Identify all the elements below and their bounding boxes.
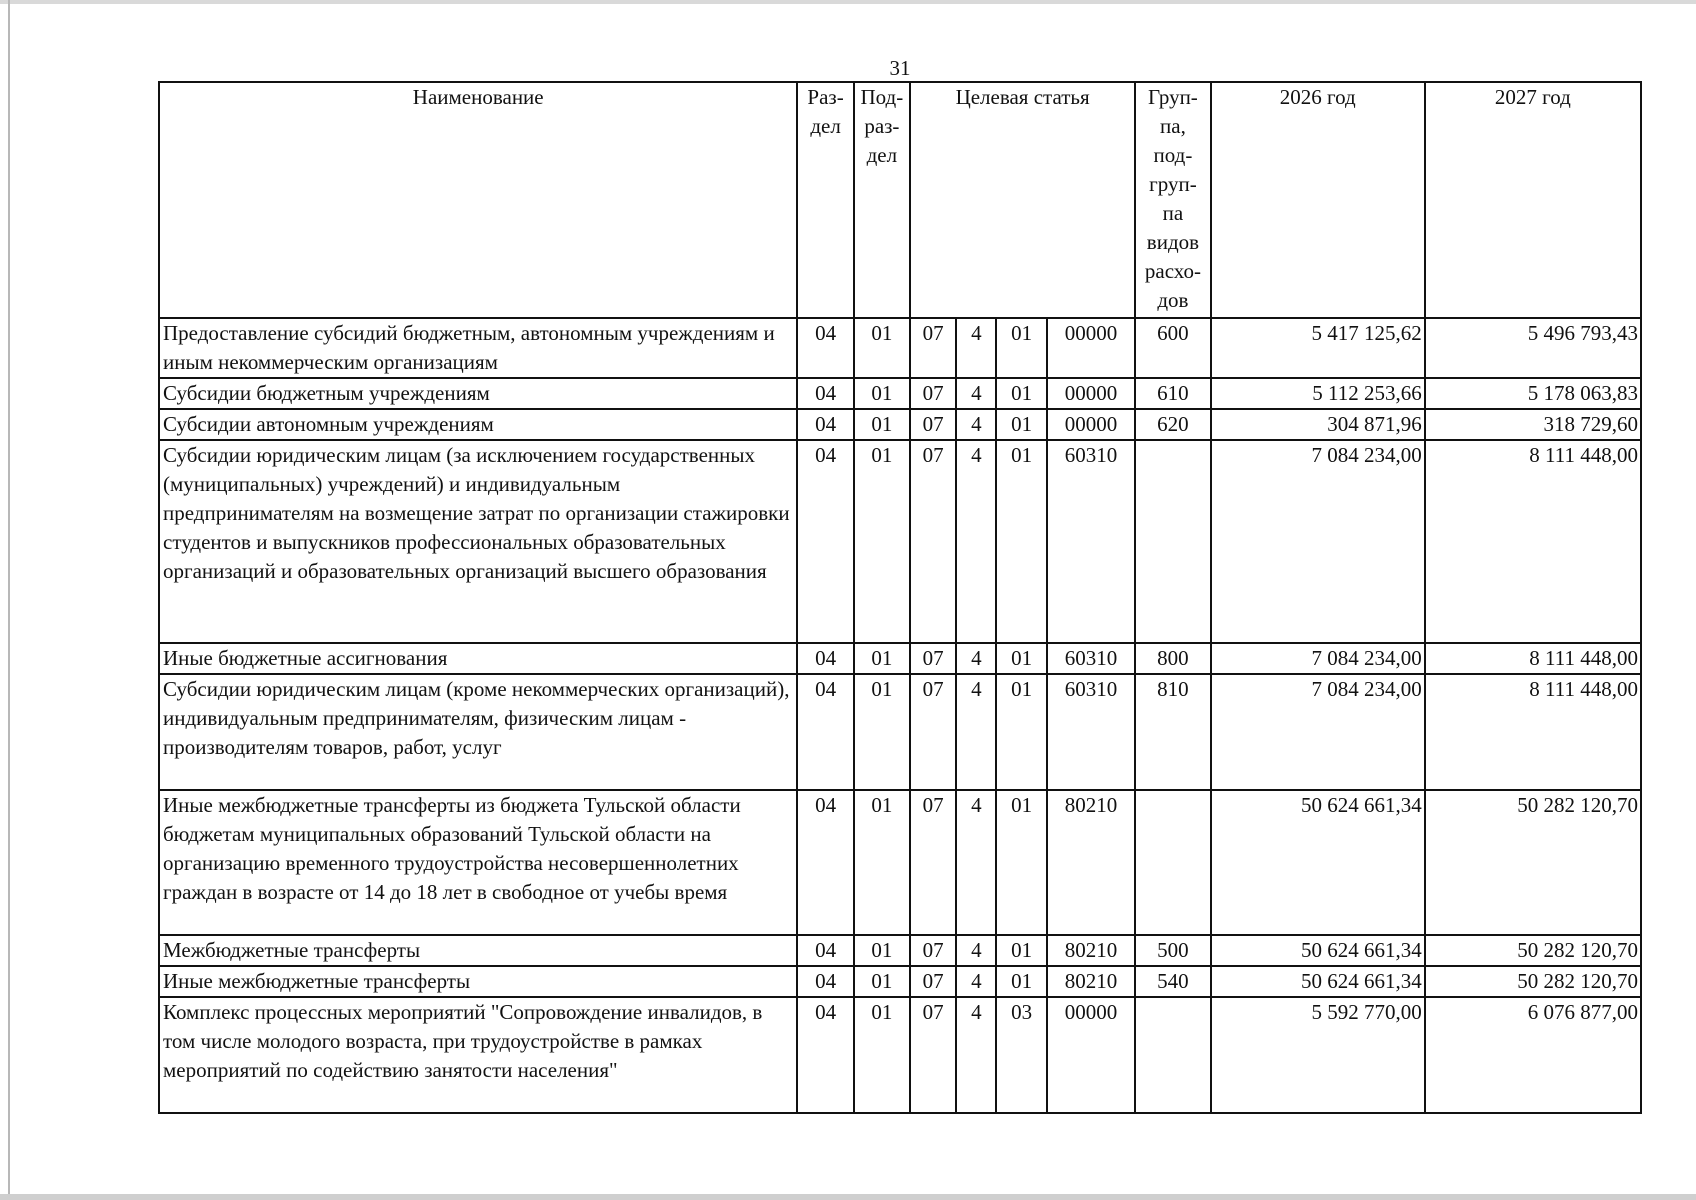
header-razdel: Раз- дел xyxy=(797,82,853,318)
row-amount-2026: 50 624 661,34 xyxy=(1211,935,1425,966)
row-target-complex: 01 xyxy=(996,935,1046,966)
row-amount-2026: 5 417 125,62 xyxy=(1211,318,1425,378)
row-name: Иные бюджетные ассигнования xyxy=(159,643,797,674)
row-target-program: 07 xyxy=(910,935,956,966)
row-target-program: 07 xyxy=(910,643,956,674)
row-expense-group xyxy=(1135,790,1210,935)
header-target-article: Целевая статья xyxy=(910,82,1135,318)
budget-table xyxy=(158,81,1642,1114)
row-name: Иные межбюджетные трансферты xyxy=(159,966,797,997)
row-name: Субсидии юридическим лицам (за исключением государственных (муниципальных) учреждений) и индивидуальным предпринимателям на возмещение затрат по организации стажировки студентов и выпускников профессиональных образовательных организаций и образовательных организаций высшего образования xyxy=(159,440,797,643)
row-target-type: 4 xyxy=(956,674,996,790)
table-row xyxy=(159,440,1641,643)
row-expense-group: 800 xyxy=(1135,643,1210,674)
row-amount-2026: 5 592 770,00 xyxy=(1211,997,1425,1113)
row-target-type: 4 xyxy=(956,643,996,674)
row-amount-2026: 50 624 661,34 xyxy=(1211,966,1425,997)
table-row xyxy=(159,997,1641,1113)
row-target-type: 4 xyxy=(956,440,996,643)
row-target-direction: 80210 xyxy=(1047,966,1136,997)
table-header-row xyxy=(159,82,1641,318)
row-target-program: 07 xyxy=(910,440,956,643)
row-target-complex: 03 xyxy=(996,997,1046,1113)
row-target-program: 07 xyxy=(910,790,956,935)
row-razdel: 04 xyxy=(797,935,853,966)
row-target-direction: 80210 xyxy=(1047,790,1136,935)
scan-edge-top xyxy=(0,0,1696,4)
row-razdel: 04 xyxy=(797,966,853,997)
row-expense-group: 500 xyxy=(1135,935,1210,966)
row-target-direction: 00000 xyxy=(1047,997,1136,1113)
row-expense-group: 620 xyxy=(1135,409,1210,440)
row-target-type: 4 xyxy=(956,378,996,409)
row-amount-2026: 7 084 234,00 xyxy=(1211,440,1425,643)
header-year-2027: 2027 год xyxy=(1425,82,1641,318)
row-razdel: 04 xyxy=(797,318,853,378)
row-razdel: 04 xyxy=(797,643,853,674)
row-podrazdel: 01 xyxy=(854,440,910,643)
table-row xyxy=(159,643,1641,674)
row-target-direction: 60310 xyxy=(1047,674,1136,790)
table-row xyxy=(159,790,1641,935)
table-row xyxy=(159,935,1641,966)
row-amount-2026: 304 871,96 xyxy=(1211,409,1425,440)
page-number: 31 xyxy=(889,56,911,80)
row-amount-2026: 7 084 234,00 xyxy=(1211,643,1425,674)
table-row xyxy=(159,409,1641,440)
row-expense-group xyxy=(1135,997,1210,1113)
header-podrazdel: Под- раз- дел xyxy=(854,82,910,318)
table-row xyxy=(159,378,1641,409)
row-expense-group: 540 xyxy=(1135,966,1210,997)
row-target-direction: 00000 xyxy=(1047,318,1136,378)
row-target-complex: 01 xyxy=(996,643,1046,674)
row-name: Комплекс процессных мероприятий "Сопровождение инвалидов, в том числе молодого возраста, при трудоустройстве в рамках мероприятий по содействию занятости населения" xyxy=(159,997,797,1113)
row-target-program: 07 xyxy=(910,378,956,409)
row-target-complex: 01 xyxy=(996,378,1046,409)
row-target-complex: 01 xyxy=(996,318,1046,378)
scan-edge-bottom xyxy=(0,1194,1696,1200)
header-name: Наименование xyxy=(159,82,797,318)
row-target-direction: 00000 xyxy=(1047,378,1136,409)
row-name: Субсидии автономным учреждениям xyxy=(159,409,797,440)
row-target-direction: 00000 xyxy=(1047,409,1136,440)
row-amount-2027: 8 111 448,00 xyxy=(1425,674,1641,790)
row-podrazdel: 01 xyxy=(854,966,910,997)
row-amount-2027: 5 178 063,83 xyxy=(1425,378,1641,409)
row-target-complex: 01 xyxy=(996,409,1046,440)
row-target-type: 4 xyxy=(956,966,996,997)
row-podrazdel: 01 xyxy=(854,378,910,409)
header-group: Груп- па, под- груп- па видов расхо- дов xyxy=(1135,82,1210,318)
row-expense-group: 610 xyxy=(1135,378,1210,409)
row-podrazdel: 01 xyxy=(854,790,910,935)
scan-edge-left xyxy=(8,0,10,1200)
row-amount-2027: 6 076 877,00 xyxy=(1425,997,1641,1113)
row-amount-2027: 318 729,60 xyxy=(1425,409,1641,440)
row-expense-group: 810 xyxy=(1135,674,1210,790)
row-podrazdel: 01 xyxy=(854,409,910,440)
row-podrazdel: 01 xyxy=(854,997,910,1113)
row-razdel: 04 xyxy=(797,790,853,935)
row-expense-group xyxy=(1135,440,1210,643)
row-razdel: 04 xyxy=(797,409,853,440)
row-amount-2026: 5 112 253,66 xyxy=(1211,378,1425,409)
row-target-complex: 01 xyxy=(996,674,1046,790)
row-amount-2026: 50 624 661,34 xyxy=(1211,790,1425,935)
row-razdel: 04 xyxy=(797,378,853,409)
row-target-direction: 60310 xyxy=(1047,643,1136,674)
row-expense-group: 600 xyxy=(1135,318,1210,378)
row-target-program: 07 xyxy=(910,318,956,378)
row-target-program: 07 xyxy=(910,409,956,440)
row-amount-2027: 50 282 120,70 xyxy=(1425,966,1641,997)
row-target-complex: 01 xyxy=(996,790,1046,935)
row-name: Субсидии юридическим лицам (кроме некоммерческих организаций), индивидуальным предпринимателям, физическим лицам - производителям товаров, работ, услуг xyxy=(159,674,797,790)
row-amount-2027: 50 282 120,70 xyxy=(1425,790,1641,935)
row-podrazdel: 01 xyxy=(854,643,910,674)
row-target-complex: 01 xyxy=(996,966,1046,997)
row-podrazdel: 01 xyxy=(854,318,910,378)
row-target-type: 4 xyxy=(956,318,996,378)
row-name: Иные межбюджетные трансферты из бюджета Тульской области бюджетам муниципальных образований Тульской области на организацию временного трудоустройства несовершеннолетних граждан в возрасте от 14 до 18 лет в свободное от учебы время xyxy=(159,790,797,935)
row-target-complex: 01 xyxy=(996,440,1046,643)
table-row xyxy=(159,966,1641,997)
row-razdel: 04 xyxy=(797,674,853,790)
row-target-program: 07 xyxy=(910,997,956,1113)
row-name: Субсидии бюджетным учреждениям xyxy=(159,378,797,409)
row-razdel: 04 xyxy=(797,997,853,1113)
row-target-direction: 80210 xyxy=(1047,935,1136,966)
row-amount-2026: 7 084 234,00 xyxy=(1211,674,1425,790)
row-name: Предоставление субсидий бюджетным, автономным учреждениям и иным некоммерческим организациям xyxy=(159,318,797,378)
row-amount-2027: 5 496 793,43 xyxy=(1425,318,1641,378)
row-amount-2027: 8 111 448,00 xyxy=(1425,643,1641,674)
row-podrazdel: 01 xyxy=(854,674,910,790)
row-amount-2027: 50 282 120,70 xyxy=(1425,935,1641,966)
row-razdel: 04 xyxy=(797,440,853,643)
row-target-program: 07 xyxy=(910,674,956,790)
row-target-type: 4 xyxy=(956,790,996,935)
row-target-direction: 60310 xyxy=(1047,440,1136,643)
table-row xyxy=(159,674,1641,790)
row-target-type: 4 xyxy=(956,935,996,966)
row-amount-2027: 8 111 448,00 xyxy=(1425,440,1641,643)
header-year-2026: 2026 год xyxy=(1211,82,1425,318)
row-target-program: 07 xyxy=(910,966,956,997)
row-target-type: 4 xyxy=(956,409,996,440)
row-target-type: 4 xyxy=(956,997,996,1113)
row-podrazdel: 01 xyxy=(854,935,910,966)
row-name: Межбюджетные трансферты xyxy=(159,935,797,966)
table-row xyxy=(159,318,1641,378)
